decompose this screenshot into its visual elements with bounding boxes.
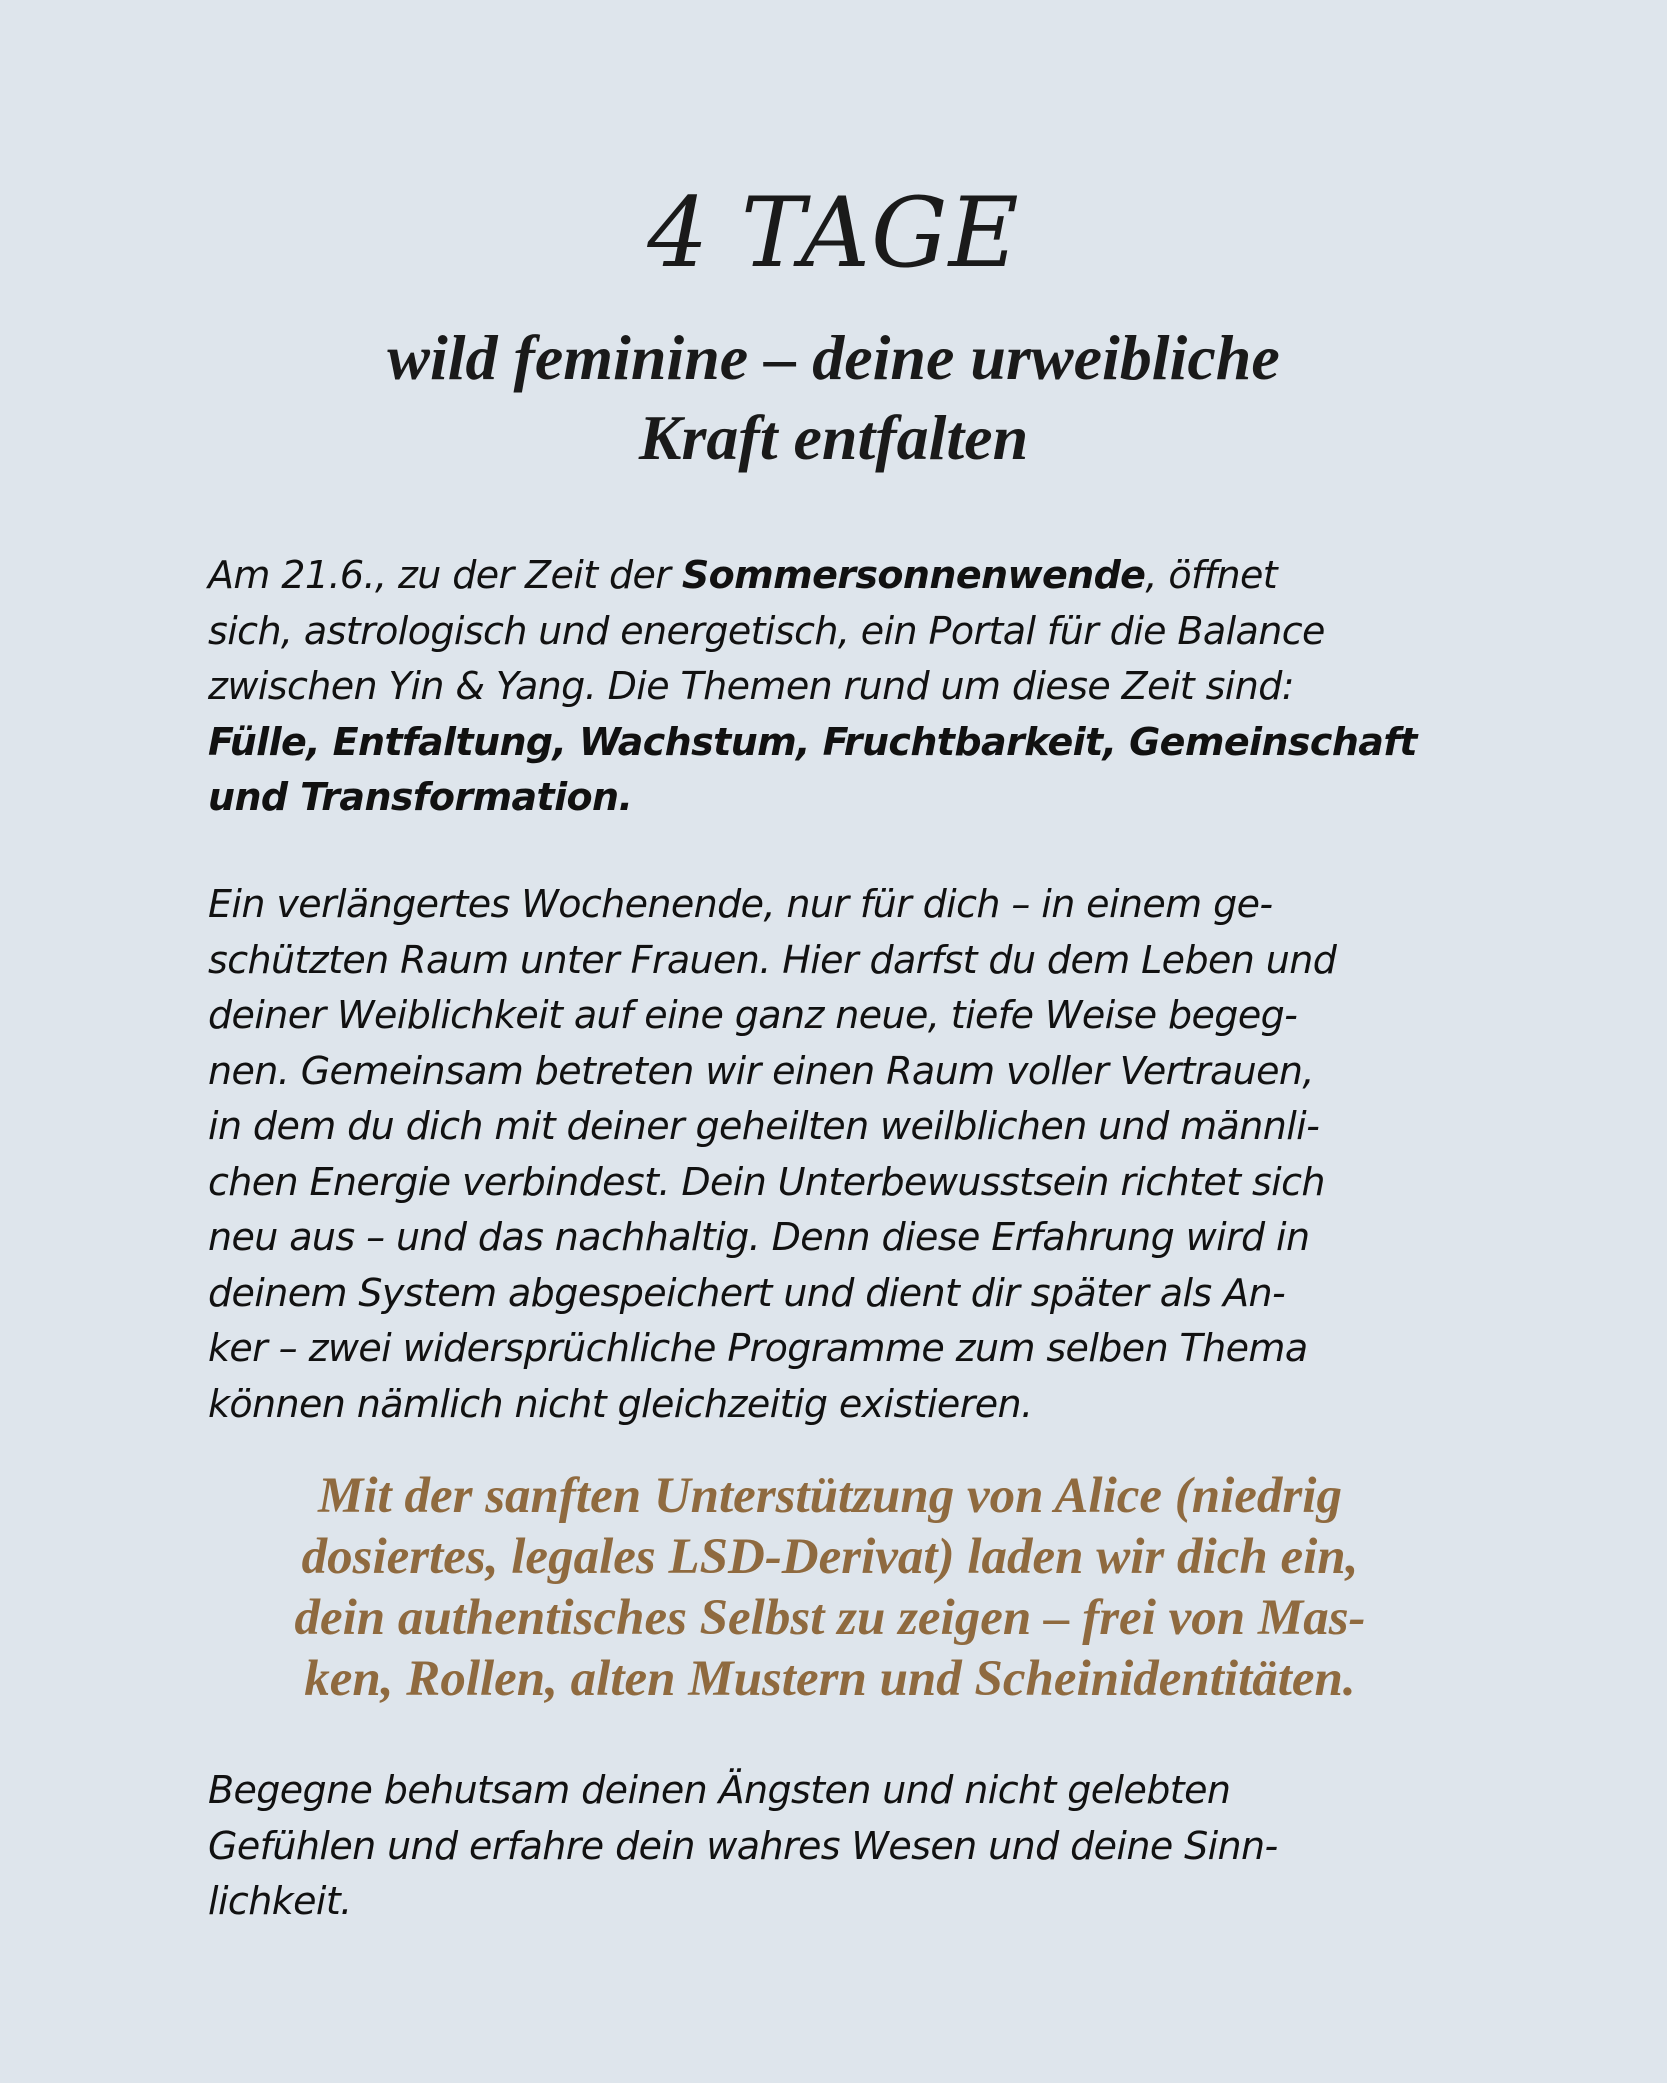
highlight-sommersonnenwende: Sommersonnenwende [681, 553, 1146, 597]
paragraph-line [208, 548, 1468, 604]
paragraph-line: können nämlich nicht gleichzeitig existieren. [208, 1381, 1033, 1426]
paragraph-line: zwischen Yin & Yang. Die Themen rund um diese Zeit sind: [208, 664, 1294, 708]
quote-line: dosiertes, legales LSD-Derivat) laden wir dich ein, [301, 1529, 1359, 1585]
paragraph-line: in dem du dich mit deiner geheilten weilblichen und männli- [208, 1104, 1320, 1148]
paragraph-line: nen. Gemeinsam betreten wir einen Raum voller Vertrauen, [208, 1048, 1314, 1093]
quote-line: Mit der sanften Unterstützung von Alice (niedrig [318, 1468, 1342, 1524]
paragraph-line: ker – zwei widersprüchliche Programme zum selben Thema [208, 1326, 1308, 1370]
subtitle-line: wild feminine – deine urweibliche [387, 322, 1280, 393]
paragraph-line: chen Energie verbindest. Dein Unterbewusstsein richtet sich [208, 1159, 1325, 1204]
page-subtitle [0, 318, 1667, 478]
text-run: , öffnet [1145, 553, 1278, 597]
intro-paragraph [208, 548, 1468, 826]
subtitle-line: Kraft entfalten [638, 402, 1029, 473]
page-title: 4 TAGE [647, 177, 1020, 289]
paragraph-line: Begegne behutsam deinen Ängsten und nicht gelebten [208, 1768, 1231, 1812]
quote-line: ken, Rollen, alten Mustern und Scheinidentitäten. [304, 1651, 1356, 1707]
closing-paragraph [208, 1763, 1468, 1930]
paragraph-line: Gefühlen und erfahre dein wahres Wesen und deine Sinn- [208, 1823, 1278, 1868]
description-paragraph [208, 877, 1468, 1432]
themes-line: Fülle, Entfaltung, Wachstum, Fruchtbarkeit, Gemeinschaft [208, 719, 1417, 764]
text-run: Am 21.6., zu der Zeit der [208, 553, 682, 597]
highlight-quote [170, 1466, 1490, 1710]
paragraph-line: schützten Raum unter Frauen. Hier darfst du dem Leben und [208, 937, 1337, 982]
paragraph-line: deinem System abgespeichert und dient dir später als An- [208, 1270, 1286, 1315]
paragraph-line: Ein verlängertes Wochenende, nur für dich – in einem ge- [208, 882, 1273, 926]
paragraph-line: deiner Weiblichkeit auf eine ganz neue, tiefe Weise begeg- [208, 993, 1298, 1037]
paragraph-line: lichkeit. [208, 1879, 352, 1923]
quote-line: dein authentisches Selbst zu zeigen – frei von Mas- [294, 1590, 1366, 1646]
paragraph-line: sich, astrologisch und energetisch, ein Portal für die Balance [208, 608, 1325, 653]
paragraph-line: neu aus – und das nachhaltig. Denn diese Erfahrung wird in [208, 1215, 1310, 1259]
themes-line: und Transformation. [208, 775, 633, 819]
